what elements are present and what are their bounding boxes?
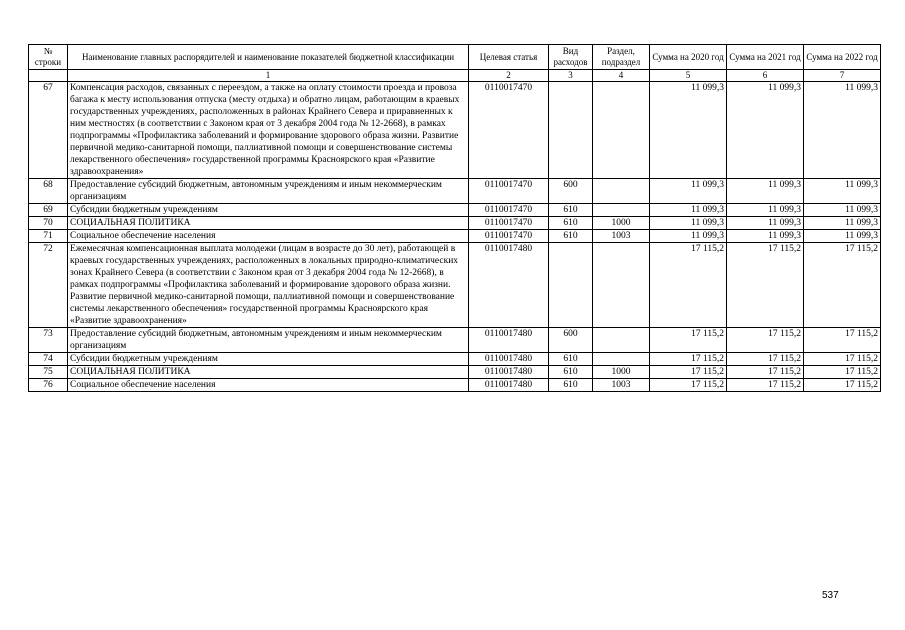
row-number: 69 (29, 204, 68, 217)
row-sum-2021: 11 099,3 (727, 179, 804, 204)
row-expense-type: 610 (549, 353, 593, 366)
column-number: 5 (650, 70, 727, 82)
row-number: 74 (29, 353, 68, 366)
table-row (29, 379, 881, 392)
row-target-article: 0110017470 (469, 217, 549, 230)
row-name: Предоставление субсидий бюджетным, автономным учреждениям и иным некоммерческим организациям (68, 179, 469, 204)
page-number: 537 (822, 590, 839, 601)
column-number: 2 (469, 70, 549, 82)
row-number: 68 (29, 179, 68, 204)
row-section (593, 243, 650, 328)
row-target-article: 0110017480 (469, 243, 549, 328)
table-row (29, 82, 881, 179)
table-row (29, 366, 881, 379)
row-name: СОЦИАЛЬНАЯ ПОЛИТИКА (68, 217, 469, 230)
row-name: Компенсация расходов, связанных с переездом, а также на оплату стоимости проезда и провоза багажа к месту использования отпуска (месту отдыха) и обратно лицам, работающим в краевых государственных учреждениях, расположенных в районах Крайнего Севера и приравненных к ним местностях (в соответствии с Законом края от 3 декабря 2004 года № 12-2668), в рамках подпрограммы «Профилактика заболеваний и формирование здорового образа жизни. Развитие первичной медико-санитарной помощи, паллиативной помощи и совершенствование системы лекарственного обеспечения» государственной программы Красноярского края «Развитие здравоохранения» (68, 82, 469, 179)
row-sum-2022: 11 099,3 (804, 230, 881, 243)
row-sum-2021: 11 099,3 (727, 230, 804, 243)
row-name: Ежемесячная компенсационная выплата молодежи (лицам в возрасте до 30 лет), работающей в краевых государственных учреждениях, расположенных в локальных природно-климатических зонах Крайнего Севера (в соответствии с Законом края от 3 декабря 2004 года № 12-2668), в рамках подпрограммы «Профилактика заболеваний и формирование здорового образа жизни. Развитие первичной медико-санитарной помощи, паллиативной помощи и совершенствование системы лекарственного обеспечения» государственной программы Красноярского края «Развитие здравоохранения» (68, 243, 469, 328)
row-target-article: 0110017480 (469, 366, 549, 379)
row-sum-2020: 17 115,2 (650, 353, 727, 366)
row-target-article: 0110017470 (469, 179, 549, 204)
header-expense-type: Вид расходов (549, 45, 593, 70)
row-expense-type: 610 (549, 366, 593, 379)
row-number: 73 (29, 328, 68, 353)
row-sum-2022: 17 115,2 (804, 243, 881, 328)
header-name: Наименование главных распорядителей и наименование показателей бюджетной классификации (68, 45, 469, 70)
row-expense-type: 610 (549, 379, 593, 392)
row-sum-2022: 17 115,2 (804, 366, 881, 379)
row-section: 1000 (593, 366, 650, 379)
row-sum-2020: 17 115,2 (650, 366, 727, 379)
header-row-number: № строки (29, 45, 68, 70)
header-target-article: Целевая статья (469, 45, 549, 70)
row-sum-2020: 11 099,3 (650, 204, 727, 217)
row-sum-2021: 17 115,2 (727, 366, 804, 379)
row-expense-type: 610 (549, 230, 593, 243)
row-number: 71 (29, 230, 68, 243)
row-number: 76 (29, 379, 68, 392)
row-number: 75 (29, 366, 68, 379)
row-sum-2020: 17 115,2 (650, 379, 727, 392)
row-expense-type: 610 (549, 217, 593, 230)
row-target-article: 0110017470 (469, 230, 549, 243)
column-number (29, 70, 68, 82)
row-sum-2020: 17 115,2 (650, 328, 727, 353)
row-section (593, 204, 650, 217)
row-sum-2020: 17 115,2 (650, 243, 727, 328)
row-section: 1000 (593, 217, 650, 230)
row-target-article: 0110017470 (469, 204, 549, 217)
row-sum-2022: 17 115,2 (804, 328, 881, 353)
row-number: 67 (29, 82, 68, 179)
row-sum-2022: 11 099,3 (804, 217, 881, 230)
row-name: Субсидии бюджетным учреждениям (68, 204, 469, 217)
row-sum-2022: 11 099,3 (804, 82, 881, 179)
row-target-article: 0110017480 (469, 379, 549, 392)
row-sum-2022: 17 115,2 (804, 379, 881, 392)
row-sum-2020: 11 099,3 (650, 230, 727, 243)
row-sum-2020: 11 099,3 (650, 82, 727, 179)
table-row (29, 179, 881, 204)
row-sum-2021: 17 115,2 (727, 379, 804, 392)
row-expense-type: 610 (549, 204, 593, 217)
header-sum-2021: Сумма на 2021 год (727, 45, 804, 70)
table-row (29, 230, 881, 243)
row-section (593, 82, 650, 179)
budget-table (28, 44, 881, 392)
row-expense-type (549, 82, 593, 179)
row-number: 72 (29, 243, 68, 328)
table-row (29, 353, 881, 366)
header-sum-2020: Сумма на 2020 год (650, 45, 727, 70)
row-target-article: 0110017480 (469, 353, 549, 366)
table-row (29, 243, 881, 328)
column-number: 6 (727, 70, 804, 82)
row-section (593, 328, 650, 353)
column-number: 1 (68, 70, 469, 82)
row-target-article: 0110017480 (469, 328, 549, 353)
row-sum-2022: 11 099,3 (804, 204, 881, 217)
table-row (29, 328, 881, 353)
row-section (593, 353, 650, 366)
column-numbers-row (29, 70, 881, 82)
row-sum-2022: 17 115,2 (804, 353, 881, 366)
column-number: 7 (804, 70, 881, 82)
row-target-article: 0110017470 (469, 82, 549, 179)
table-row (29, 217, 881, 230)
row-name: Субсидии бюджетным учреждениям (68, 353, 469, 366)
row-expense-type (549, 243, 593, 328)
row-sum-2021: 11 099,3 (727, 82, 804, 179)
row-name: СОЦИАЛЬНАЯ ПОЛИТИКА (68, 366, 469, 379)
row-sum-2021: 17 115,2 (727, 353, 804, 366)
row-number: 70 (29, 217, 68, 230)
row-sum-2020: 11 099,3 (650, 217, 727, 230)
row-name: Социальное обеспечение населения (68, 379, 469, 392)
row-name: Социальное обеспечение населения (68, 230, 469, 243)
column-number: 4 (593, 70, 650, 82)
header-sum-2022: Сумма на 2022 год (804, 45, 881, 70)
row-section: 1003 (593, 230, 650, 243)
table-header-row (29, 45, 881, 70)
row-expense-type: 600 (549, 328, 593, 353)
row-sum-2021: 17 115,2 (727, 243, 804, 328)
row-sum-2021: 11 099,3 (727, 217, 804, 230)
row-section: 1003 (593, 379, 650, 392)
row-section (593, 179, 650, 204)
header-section: Раздел, подраздел (593, 45, 650, 70)
column-number: 3 (549, 70, 593, 82)
row-expense-type: 600 (549, 179, 593, 204)
row-name: Предоставление субсидий бюджетным, автономным учреждениям и иным некоммерческим организациям (68, 328, 469, 353)
row-sum-2021: 11 099,3 (727, 204, 804, 217)
table-row (29, 204, 881, 217)
row-sum-2020: 11 099,3 (650, 179, 727, 204)
row-sum-2021: 17 115,2 (727, 328, 804, 353)
row-sum-2022: 11 099,3 (804, 179, 881, 204)
